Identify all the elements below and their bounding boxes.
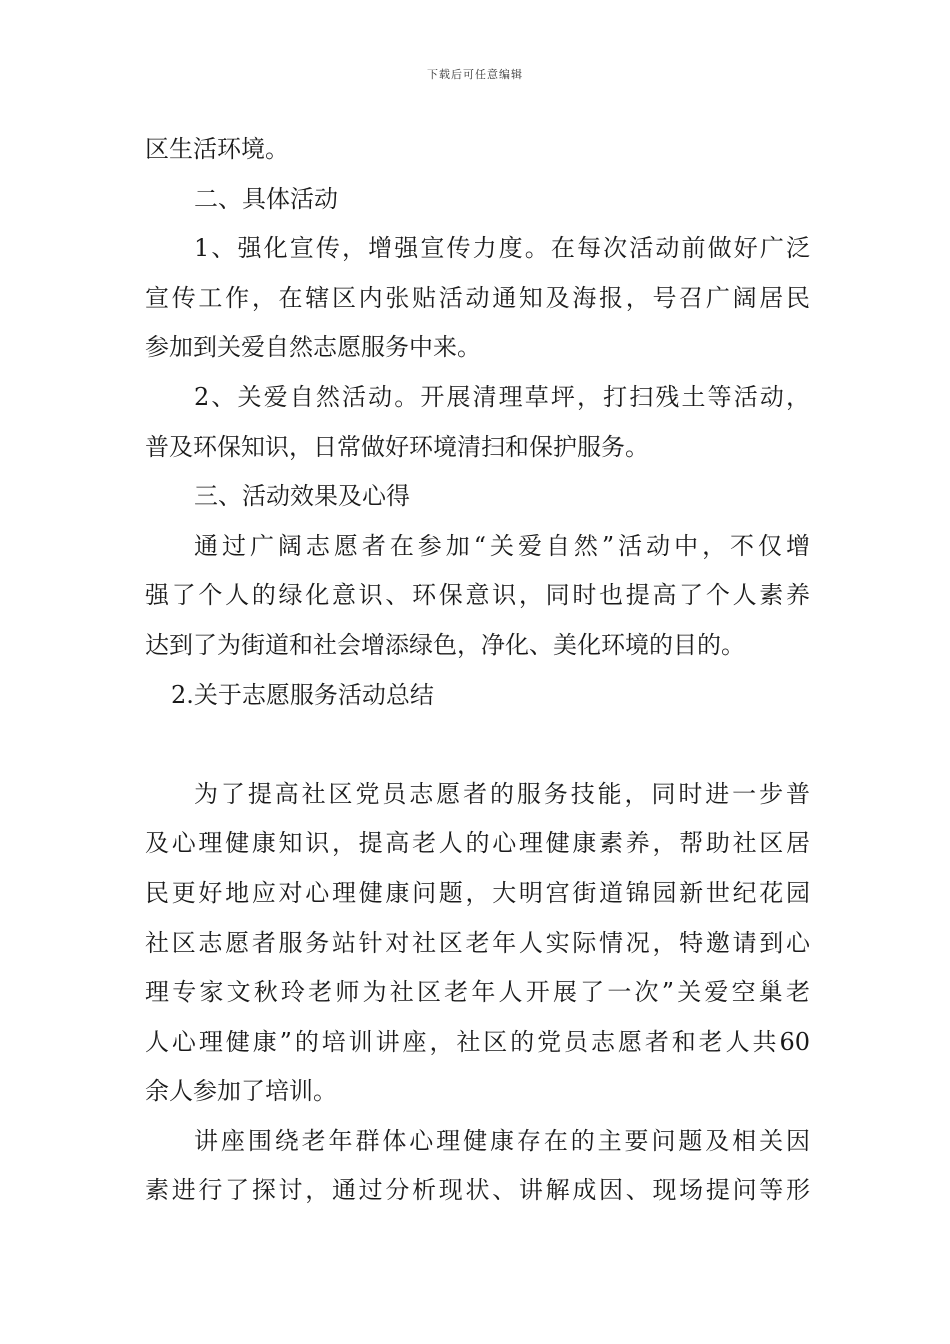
- text-line: 为了提高社区党员志愿者的服务技能，同时进一步普: [194, 779, 810, 808]
- document-body: [145, 125, 810, 1216]
- text-line: 参加到关爱自然志愿服务中来。: [145, 333, 481, 362]
- text-line: 普及环保知识，日常做好环境清扫和保护服务。: [145, 432, 649, 461]
- section-heading-results: 三、活动效果及心得: [194, 482, 410, 511]
- text-line: 强了个人的绿化意识、环保意识，同时也提高了个人素养: [145, 581, 810, 610]
- text-line: 理专家文秋玲老师为社区老年人开展了一次”关爱空巢老: [145, 978, 810, 1007]
- text-line: 1、强化宣传，增强宣传力度。在每次活动前做好广泛: [194, 234, 810, 263]
- document-section-title: 2.关于志愿服务活动总结: [171, 680, 434, 709]
- text-line: 人心理健康”的培训讲座，社区的党员志愿者和老人共60: [145, 1027, 810, 1056]
- text-line: 宣传工作，在辖区内张贴活动通知及海报，号召广阔居民: [145, 283, 810, 312]
- text-line: 及心理健康知识，提高老人的心理健康素养，帮助社区居: [145, 829, 810, 858]
- page-header: 下载后可任意编辑: [427, 68, 523, 81]
- text-line: 2、关爱自然活动。开展清理草坪，打扫残土等活动，: [194, 382, 810, 411]
- text-line: 通过广阔志愿者在参加“关爱自然”活动中，不仅增: [194, 531, 810, 560]
- text-line: 讲座围绕老年群体心理健康存在的主要问题及相关因: [194, 1126, 810, 1155]
- text-line: 区生活环境。: [145, 135, 289, 163]
- text-line: 余人参加了培训。: [145, 1077, 337, 1106]
- text-line: 社区志愿者服务站针对社区老年人实际情况，特邀请到心: [145, 928, 810, 957]
- blank-line: [145, 720, 810, 770]
- text-line: 民更好地应对心理健康问题，大明宫街道锦园新世纪花园: [145, 878, 810, 907]
- text-line: 达到了为街道和社会增添绿色，净化、美化环境的目的。: [145, 630, 745, 659]
- section-heading-activities: 二、具体活动: [194, 184, 338, 213]
- text-line: 素进行了探讨，通过分析现状、讲解成因、现场提问等形: [145, 1176, 810, 1205]
